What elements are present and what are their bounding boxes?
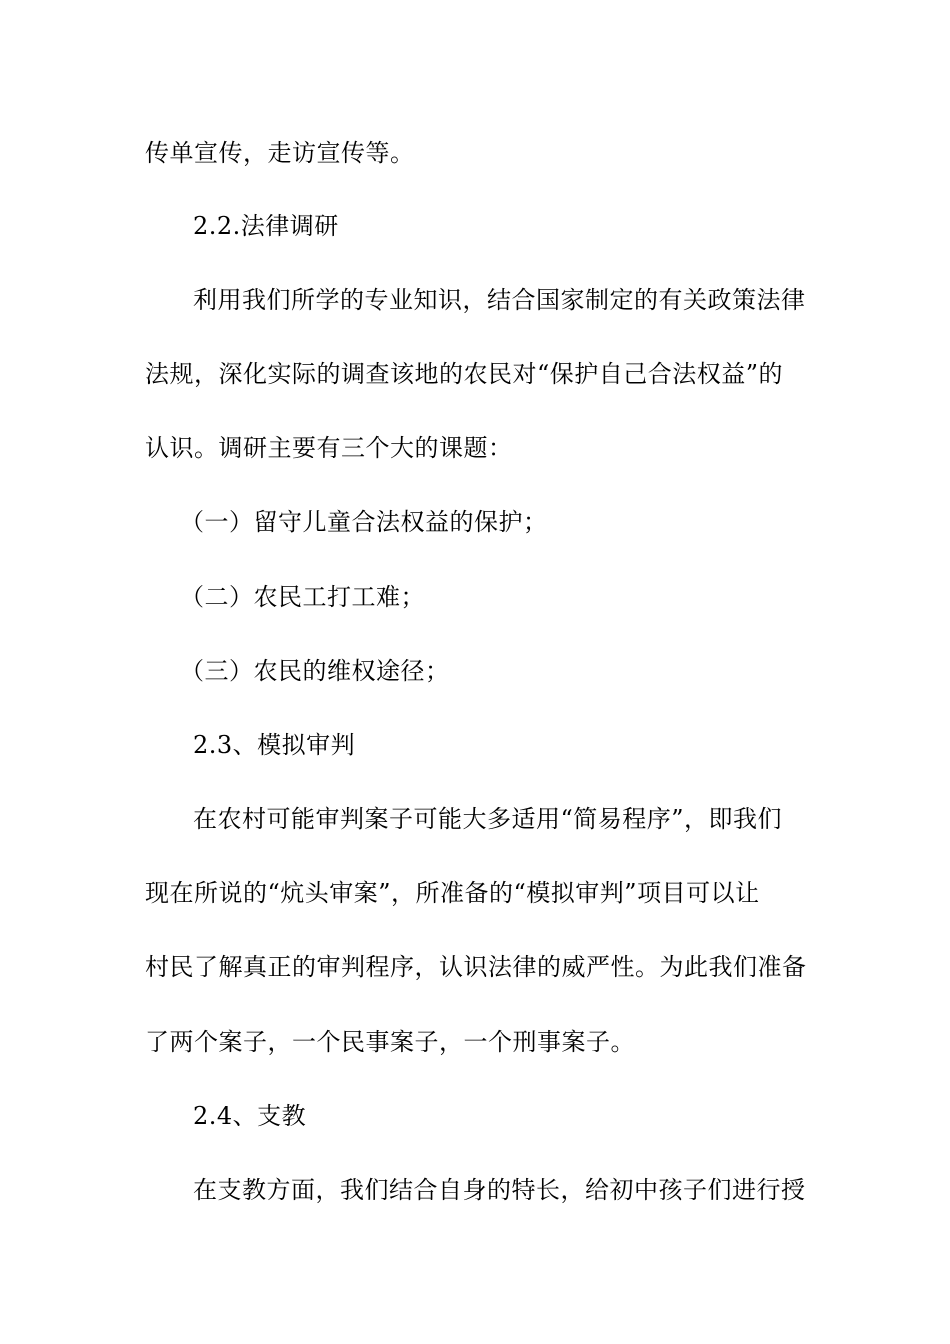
- paragraph-line: 利用我们所学的专业知识，结合国家制定的有关政策法律: [193, 286, 806, 314]
- paragraph-line: 传单宣传，走访宣传等。: [145, 139, 415, 167]
- section-heading-2-2: 2.2.法律调研: [193, 212, 339, 240]
- paragraph-line: 在支教方面，我们结合自身的特长，给初中孩子们进行授: [193, 1176, 806, 1204]
- paragraph-line: 法规，深化实际的调查该地的农民对“保护自己合法权益”的: [145, 360, 784, 388]
- section-heading-2-4: 2.4、支教: [193, 1102, 307, 1130]
- paragraph-line: 了两个案子，一个民事案子，一个刑事案子。: [145, 1028, 635, 1056]
- list-item: （一）留守儿童合法权益的保护；: [180, 508, 548, 536]
- paragraph-line: 在农村可能审判案子可能大多适用“简易程序”，即我们: [193, 805, 783, 833]
- paragraph-line: 村民了解真正的审判程序，认识法律的威严性。为此我们准备: [145, 953, 807, 981]
- section-heading-2-3: 2.3、模拟审判: [193, 731, 356, 759]
- paragraph-line: 现在所说的“炕头审案”，所准备的“模拟审判”项目可以让: [145, 879, 760, 907]
- list-item: （三）农民的维权途径；: [180, 657, 450, 685]
- list-item: （二）农民工打工难；: [180, 583, 425, 611]
- paragraph-line: 认识。调研主要有三个大的课题：: [145, 434, 513, 462]
